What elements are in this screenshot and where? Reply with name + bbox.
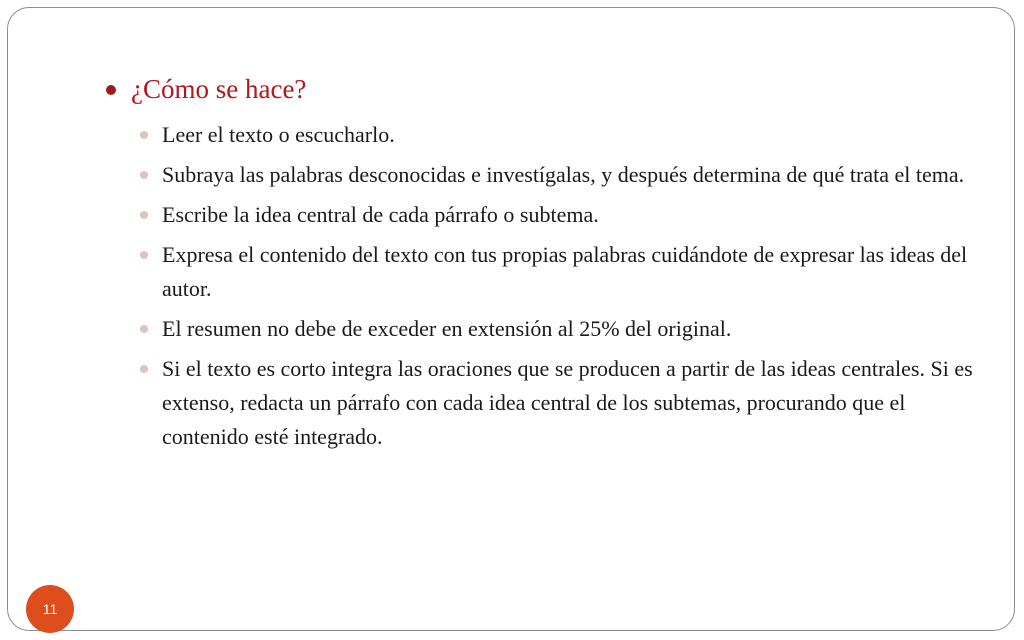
list-item-text: Subraya las palabras desconocidas e investígalas, y después determina de qué trata el tema. bbox=[162, 162, 965, 187]
bullet-icon bbox=[140, 325, 148, 333]
list-item bbox=[140, 198, 976, 232]
slide-frame bbox=[7, 7, 1015, 631]
list-item bbox=[140, 352, 976, 454]
bullet-icon bbox=[140, 365, 148, 373]
heading-bullet-icon bbox=[106, 85, 116, 95]
slide-heading: ¿Cómo se hace? bbox=[131, 74, 307, 104]
list-item-text: Expresa el contenido del texto con tus propias palabras cuidándote de expresar las ideas del autor. bbox=[162, 242, 968, 301]
slide-content bbox=[106, 70, 976, 460]
list-item bbox=[140, 238, 976, 306]
bullet-icon bbox=[140, 251, 148, 259]
bullet-list bbox=[106, 118, 976, 454]
list-item-text: Leer el texto o escucharlo. bbox=[162, 122, 395, 147]
page-number-badge: 11 bbox=[26, 585, 74, 633]
list-item-text: Escribe la idea central de cada párrafo o subtema. bbox=[162, 202, 599, 227]
list-item bbox=[140, 118, 976, 152]
bullet-icon bbox=[140, 131, 148, 139]
bullet-icon bbox=[140, 211, 148, 219]
heading-row bbox=[106, 70, 976, 108]
list-item bbox=[140, 312, 976, 346]
list-item bbox=[140, 158, 976, 192]
bullet-icon bbox=[140, 171, 148, 179]
list-item-text: El resumen no debe de exceder en extensión al 25% del original. bbox=[162, 316, 732, 341]
list-item-text: Si el texto es corto integra las oraciones que se producen a partir de las ideas centrales. Si es extenso, redacta un párrafo con cada idea central de los subtemas, procurando que el contenido esté integrado. bbox=[162, 356, 973, 449]
